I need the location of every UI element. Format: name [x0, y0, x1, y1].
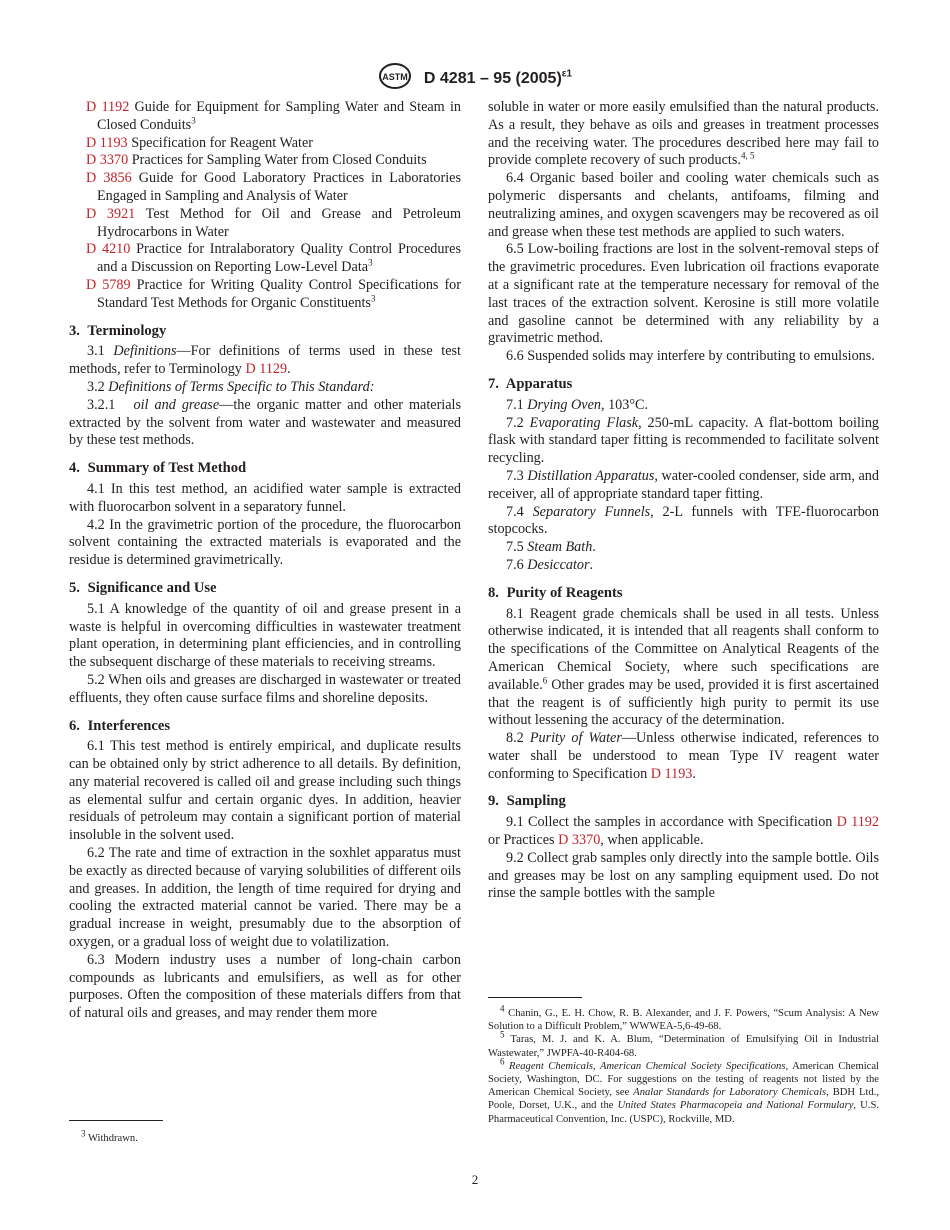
- paragraph: 9.2 Collect grab samples only directly into the sample bottle. Oils and greases may be lost on any sampling equipment used. Do not rinse the sample bottles with the sample: [488, 849, 879, 902]
- footnotes-right: [488, 1003, 879, 1126]
- apparatus-item: 7.1 Drying Oven, 103°C.: [506, 396, 649, 413]
- apparatus-item: 7.3 Distillation Apparatus, water-cooled condenser, side arm, and receiver, all of appropriate standard taper fitting.: [488, 467, 879, 502]
- reference-link[interactable]: D 3921: [86, 205, 136, 222]
- left-column: [69, 99, 461, 1023]
- paragraph: 5.2 When oils and greases are discharged in wastewater or treated effluents, they often cause surface films and shoreline deposits.: [69, 671, 461, 706]
- footnote: $^4$ Chanin, G., E. H. Chow, R. B. Alexander, and J. F. Powers, “Scum Analysis: A New Solution to a Difficult Problem,” WWWEA-5,6-49-68.: [488, 1003, 879, 1033]
- reference-link[interactable]: D 3370: [86, 152, 129, 169]
- reference-item: D 1193 Specification for Reagent Water: [86, 134, 313, 151]
- reference-link[interactable]: D 1193: [650, 765, 693, 782]
- apparatus-item: 7.2 Evaporating Flask, 250-mL capacity. A flat-bottom boiling flask with standard taper fitting is recommended to facilitate solvent recycling.: [488, 414, 880, 467]
- paragraph: soluble in water or more easily emulsified than the natural products. As a result, they behave as oils and greases in treatment processes and the receiving water. The procedures described here may fail to provide complete recovery of such products.$^{4, 5}$: [488, 99, 879, 169]
- referenced-documents-list: [69, 99, 461, 313]
- section-heading-terminology: 3. Terminology: [69, 322, 167, 339]
- footnote: $^3$ Withdrawn.: [81, 1128, 138, 1144]
- paragraph: 3.2 Definitions of Terms Specific to This Standard:: [87, 378, 375, 395]
- paragraph: 6.3 Modern industry uses a number of long-chain carbon compounds as lubricants and emulsifiers, as well as for other purposes. Often the composition of these materials differs from that of natural oils and greases, and may render them more: [69, 951, 461, 1022]
- reference-item: D 4210 Practice for Intralaboratory Quality Control Procedures and a Discussion on Reporting Low-Level Data$^3$: [86, 241, 461, 276]
- paragraph: 6.5 Low-boiling fractions are lost in the solvent-removal steps of the gravimetric procedures. Even lubrication oil fractions evaporate at a significant rate at the temperature necessary for removal of the last traces of the extraction solvent. Kerosine is still more volatile and gasoline cannot be determined with any reliability by a gravimetric method.: [488, 241, 879, 347]
- section-heading-significance: 5. Significance and Use: [69, 579, 217, 596]
- paragraph: 8.2 Purity of Water—Unless otherwise indicated, references to water shall be understood to mean Type IV reagent water conforming to Specification D 1193.: [488, 730, 879, 782]
- footnote: $^5$ Taras, M. J. and K. A. Blum, “Determination of Emulsifying Oil in Industrial Wastewater,” JWPFA-40-R404-68.: [488, 1029, 879, 1059]
- paragraph: 6.4 Organic based boiler and cooling water chemicals such as polymeric dispersants and chelants, antifoams, filming and neutralizing amines, and oxygen scavengers may be recovered as oil and grease when these test methods are applied to such waters.: [488, 170, 879, 240]
- reference-item: D 3921 Test Method for Oil and Grease and Petroleum Hydrocarbons in Water: [86, 205, 462, 240]
- right-column: [488, 99, 879, 903]
- paragraph: 9.1 Collect the samples in accordance with Specification D 1192 or Practices D 3370, when applicable.: [488, 814, 879, 849]
- page-number: 2: [471, 1172, 479, 1187]
- section-heading-summary: 4. Summary of Test Method: [69, 460, 247, 477]
- astm-logo-icon: [378, 62, 412, 95]
- reference-link[interactable]: D 5789: [86, 276, 131, 293]
- paragraph: 6.2 The rate and time of extraction in the soxhlet apparatus must be exactly as directed because of varying solubilities of different oils and greases. In addition, the length of time required for drying and cooling the extracted material cannot be varied. There may be a gradual increase in weight, presumably due to the absorption of oxygen, or a gradual loss of weight due to volatilization.: [69, 845, 461, 951]
- reference-link[interactable]: D 3370: [558, 832, 601, 849]
- reference-link[interactable]: D 1192: [836, 814, 879, 831]
- page-header: [0, 62, 950, 95]
- apparatus-item: 7.6 Desiccator.: [506, 556, 594, 573]
- paragraph: 6.1 This test method is entirely empirical, and duplicate results can be obtained only by strict adherence to all details. By definition, any material recovered is called oil and grease including such things as elemental sulfur and certain organic dyes. In addition, heavier residuals of petroleum may contain a significant portion of material insoluble in the solvent used.: [69, 738, 461, 844]
- footnote-divider: [488, 997, 582, 998]
- paragraph: 8.1 Reagent grade chemicals shall be used in all tests. Unless otherwise indicated, it is intended that all reagents shall conform to the specifications of the Committee on Analytical Reagents of the American Chemical Society, where such specifications are available.$^6$ Other grades may be used, provided it is first ascertained that the reagent is of sufficiently high purity to permit its use without lessening the accuracy of the determination.: [488, 605, 879, 729]
- section-heading-reagents: 8. Purity of Reagents: [488, 584, 623, 601]
- section-heading-interferences: 6. Interferences: [69, 717, 170, 734]
- apparatus-item: 7.4 Separatory Funnels, 2-L funnels with TFE-fluorocarbon stopcocks.: [488, 503, 879, 538]
- paragraph: 5.1 A knowledge of the quantity of oil and grease present in a waste is helpful in overcoming difficulties in wastewater treatment plant operation, in determining plant efficiencies, and in controlling the subsequent discharge of these materials to receiving streams.: [69, 600, 461, 671]
- reference-item: D 3370 Practices for Sampling Water from Closed Conduits: [86, 152, 427, 169]
- reference-link[interactable]: D 1193: [86, 134, 128, 151]
- footnote-divider: [69, 1120, 163, 1121]
- paragraph: 3.1 Definitions—For definitions of terms used in these test methods, refer to Terminology D 1129.: [69, 343, 461, 378]
- paragraph: 6.6 Suspended solids may interfere by contributing to emulsions.: [506, 348, 875, 365]
- section-heading-apparatus: 7. Apparatus: [488, 375, 573, 392]
- footnote: $^6$ Reagent Chemicals, American Chemical Society Specifications, American Chemical Society, Washington, DC. For suggestions on the testing of reagents not listed by the American Chemical Society, see Analar Standards for Laboratory Chemicals, BDH Ltd., Poole, Dorset, U.K., and the United States Pharmacopeia and National Formulary, U.S. Pharmaceutical Convention, Inc. (USPC), Rockville, MD.: [488, 1056, 879, 1125]
- reference-link[interactable]: D 3856: [86, 170, 132, 187]
- section-heading-sampling: 9. Sampling: [488, 793, 566, 810]
- paragraph: 3.2.1 oil and grease—the organic matter and other materials extracted by the solvent from water and wastewater and measured by these test methods.: [69, 396, 462, 449]
- apparatus-item: 7.5 Steam Bath.: [506, 539, 596, 556]
- paragraph: 4.1 In this test method, an acidified water sample is extracted with fluorocarbon solvent in a separatory funnel.: [69, 480, 461, 515]
- reference-link[interactable]: D 1129: [245, 361, 288, 378]
- reference-link[interactable]: D 1192: [86, 99, 130, 115]
- logo-text: ASTM: [382, 72, 408, 82]
- reference-link[interactable]: D 4210: [86, 241, 131, 258]
- standard-designation: D 4281 – 95 $(2005)^{\varepsilon 1}$: [423, 68, 573, 87]
- reference-item: D 3856 Guide for Good Laboratory Practices in Laboratories Engaged in Sampling and Analysis of Water: [86, 170, 461, 204]
- paragraph: 4.2 In the gravimetric portion of the procedure, the fluorocarbon solvent containing the extracted materials is evaporated and the residue is determined gravimetrically.: [69, 516, 461, 569]
- reference-item: D 5789 Practice for Writing Quality Control Specifications for Standard Test Methods for Organic Constituents$^3$: [86, 276, 461, 311]
- footnotes-left: [69, 1128, 461, 1145]
- reference-item: D 1192 Guide for Equipment for Sampling Water and Steam in Closed Conduits$^3$: [86, 99, 461, 133]
